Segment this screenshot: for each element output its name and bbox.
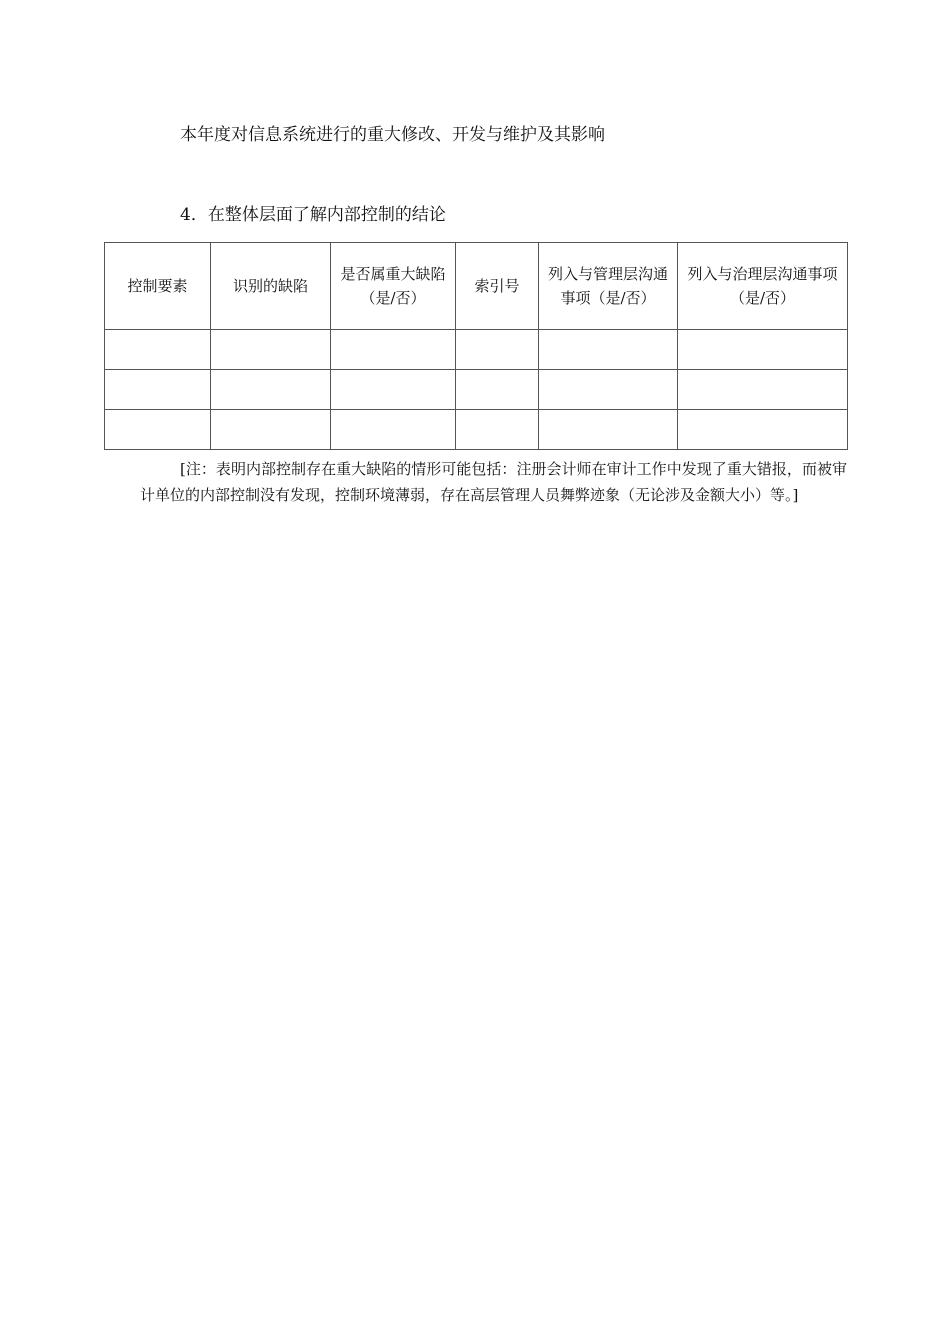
- header-is-material-weakness: 是否属重大缺陷（是/否）: [331, 243, 456, 330]
- table-row: [105, 410, 848, 450]
- table-header-row: [105, 243, 848, 330]
- paragraph-it-changes: 本年度对信息系统进行的重大修改、开发与维护及其影响: [180, 125, 605, 145]
- table-cell: [539, 330, 678, 370]
- table-cell: [456, 410, 539, 450]
- table-row: [105, 330, 848, 370]
- header-governance-communication: 列入与治理层沟通事项（是/否）: [678, 243, 848, 330]
- table-cell: [331, 370, 456, 410]
- header-control-element: 控制要素: [105, 243, 211, 330]
- table-cell: [539, 370, 678, 410]
- table-cell: [678, 370, 848, 410]
- table-cell: [211, 330, 331, 370]
- table-cell: [211, 370, 331, 410]
- table-cell: [678, 330, 848, 370]
- table-cell: [105, 370, 211, 410]
- table-row: [105, 370, 848, 410]
- table-cell: [105, 330, 211, 370]
- table-cell: [456, 330, 539, 370]
- table-cell: [211, 410, 331, 450]
- table-cell: [331, 410, 456, 450]
- internal-control-conclusion-table: [104, 242, 848, 450]
- table-cell: [678, 410, 848, 450]
- table-cell: [105, 410, 211, 450]
- table-cell: [539, 410, 678, 450]
- table-cell: [331, 330, 456, 370]
- header-management-communication: 列入与管理层沟通事项（是/否）: [539, 243, 678, 330]
- header-index-number: 索引号: [456, 243, 539, 330]
- table-note: [注：表明内部控制存在重大缺陷的情形可能包括：注册会计师在审计工作中发现了重大错报，而被审计单位的内部控制没有发现，控制环境薄弱，存在高层管理人员舞弊迹象（无论涉及金额大小）等。]: [140, 460, 847, 504]
- header-identified-deficiency: 识别的缺陷: [211, 243, 331, 330]
- table-cell: [456, 370, 539, 410]
- section-heading: 4．在整体层面了解内部控制的结论: [180, 205, 446, 225]
